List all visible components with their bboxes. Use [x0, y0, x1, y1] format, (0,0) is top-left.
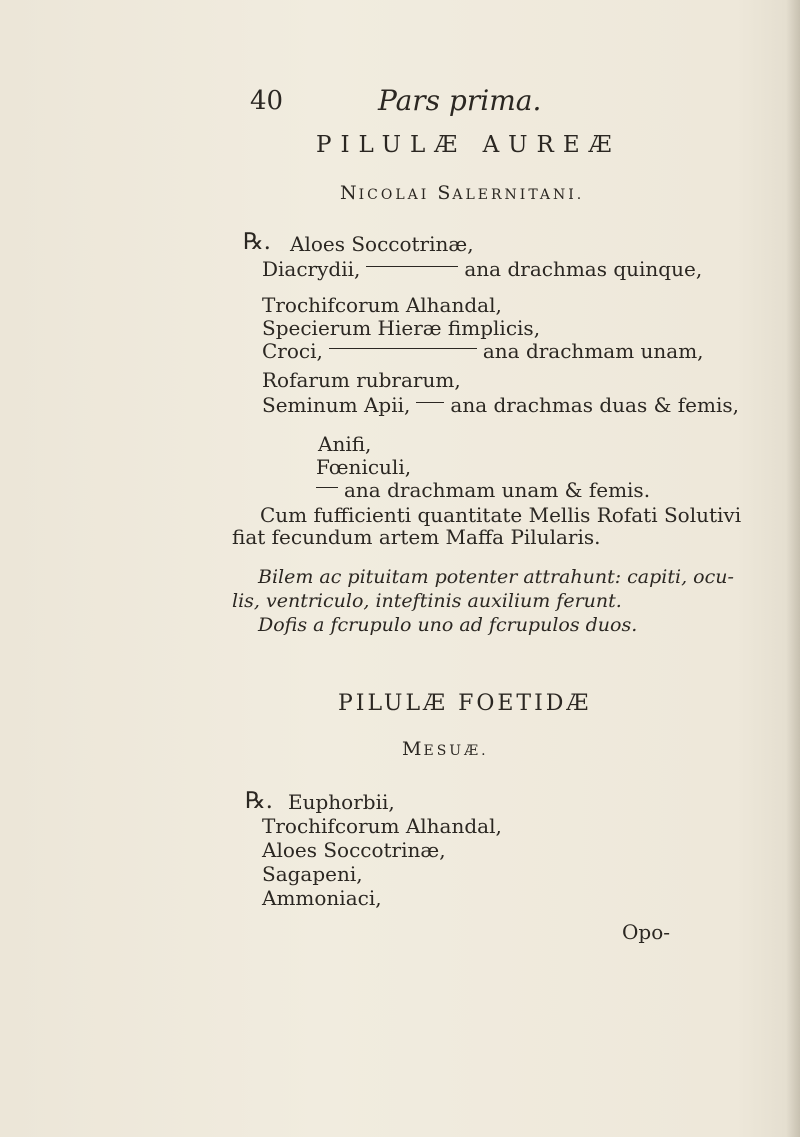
recipe1-author: NICOLAI SALERNITANI. [340, 182, 585, 204]
instruction-line: Cum fufficienti quantitate Mellis Rofati Solutivi [260, 503, 742, 527]
ingredient-line: Aloes Soccotrinæ, [262, 838, 446, 862]
recipe2-title: PILULÆ FOETIDÆ [338, 691, 592, 716]
ingredient-line: Rofarum rubrarum, [262, 368, 461, 392]
running-title: Pars prima. [378, 84, 542, 117]
ingredient-line: ana drachmam unam & femis. [316, 478, 650, 502]
dash-rule [416, 402, 444, 403]
ingredient-line: Sagapeni, [262, 862, 363, 886]
catchword: Opo- [622, 920, 670, 944]
recipe2-rx-symbol: ℞. [245, 788, 273, 814]
instruction-line: fiat fecundum artem Maffa Pilularis. [232, 525, 601, 549]
ingredient-line: Aloes Soccotrinæ, [290, 232, 474, 256]
usage-line: lis, ventriculo, inteftinis auxilium ferunt. [232, 590, 622, 612]
dash-rule [329, 348, 477, 349]
ingredient-line: Anifi, [318, 432, 372, 456]
ingredient-line: Seminum Apii, ana drachmas duas & femis, [262, 393, 739, 417]
ingredient-line: Ammoniaci, [262, 886, 382, 910]
ingredient-line: Trochifcorum Alhandal, [262, 814, 502, 838]
dash-rule [366, 266, 458, 267]
ingredient-line: Fœniculi, [316, 455, 412, 479]
page-number: 40 [250, 86, 284, 116]
recipe1-rx-symbol: ℞. [243, 229, 271, 255]
usage-line: Dofis a fcrupulo uno ad fcrupulos duos. [258, 614, 638, 636]
ingredient-line: Trochifcorum Alhandal, [262, 293, 502, 317]
ingredient-line: Diacrydii, ana drachmas quinque, [262, 257, 703, 281]
ingredient-line: Croci, ana drachmam unam, [262, 339, 704, 363]
recipe2-author: MESUÆ. [402, 738, 489, 760]
usage-line: Bilem ac pituitam potenter attrahunt: capiti, ocu- [258, 566, 734, 588]
page-edge-shadow [786, 0, 800, 1137]
recipe1-title: PILULÆ AUREÆ [316, 132, 621, 158]
dash-rule [316, 487, 338, 488]
ingredient-line: Specierum Hieræ fimplicis, [262, 316, 541, 340]
ingredient-line: Euphorbii, [288, 790, 395, 814]
